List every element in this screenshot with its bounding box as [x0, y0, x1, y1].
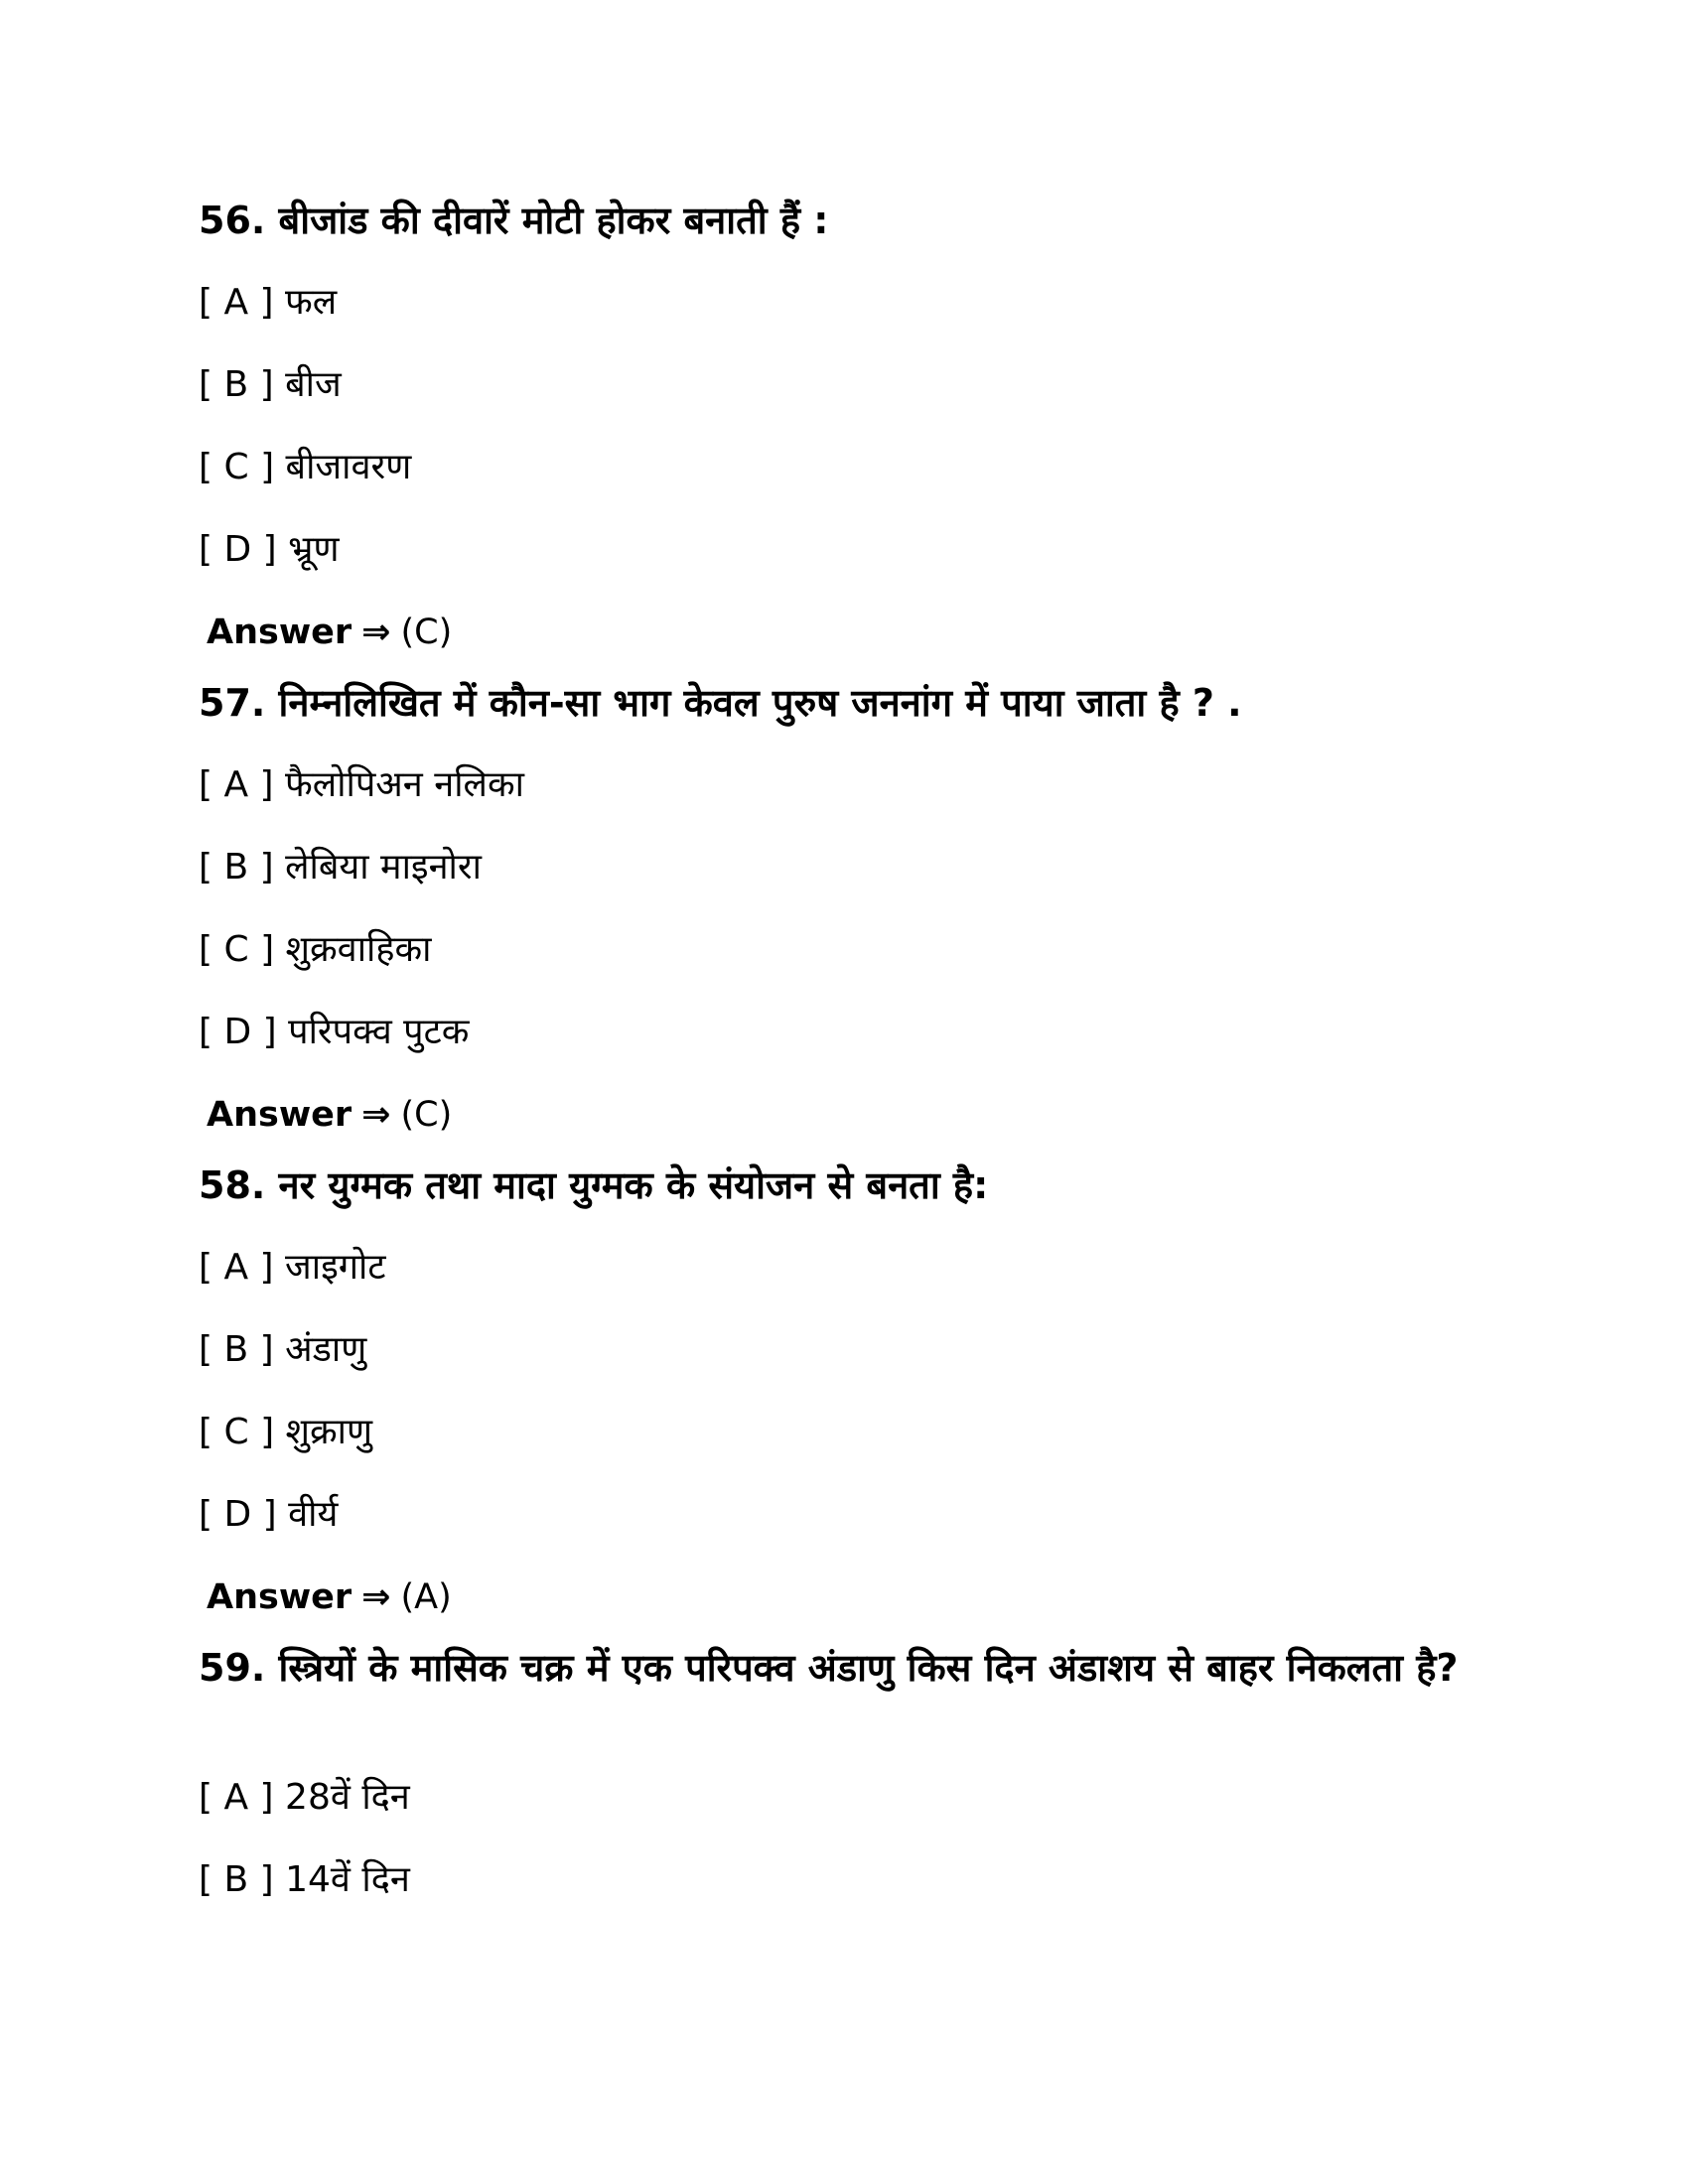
q57-option-b: [ B ] लेबिया माइनोरा	[199, 847, 482, 887]
question-58: 58. नर युग्मक तथा मादा युग्मक के संयोजन से बनता है:	[199, 1163, 989, 1207]
q57-option-d: [ D ] परिपक्व पुटक	[199, 1012, 470, 1052]
answer-value: (C)	[400, 613, 453, 652]
q57-option-c: [ C ] शुक्रवाहिका	[199, 929, 432, 970]
question-59: 59. स्त्रियों के मासिक चक्र में एक परिपक्व अंडाणु किस दिन अंडाशय से बाहर निकलता है?	[199, 1646, 1459, 1690]
answer-value: (A)	[400, 1577, 452, 1617]
q58-option-b: [ B ] अंडाणु	[199, 1329, 367, 1370]
q58-answer	[207, 1572, 452, 1622]
q56-answer	[207, 608, 452, 657]
q56-option-c: [ C ] बीजावरण	[199, 447, 412, 487]
q56-option-a: [ A ] फल	[199, 282, 338, 323]
question-56: 56. बीजांड की दीवारें मोटी होकर बनाती हैं :	[199, 199, 829, 242]
q59-option-b: [ B ] 14वें दिन	[199, 1859, 410, 1900]
q58-option-a: [ A ] जाइगोट	[199, 1247, 386, 1288]
q59-option-a: [ A ] 28वें दिन	[199, 1777, 410, 1818]
answer-label: Answer	[207, 613, 352, 652]
question-57: 57. निम्नलिखित में कौन-सा भाग केवल पुरुष जननांग में पाया जाता है ? .	[199, 681, 1242, 725]
answer-arrow-icon: ⇒	[361, 613, 391, 652]
q56-option-b: [ B ] बीज	[199, 364, 342, 405]
q58-option-c: [ C ] शुक्राणु	[199, 1412, 373, 1452]
answer-arrow-icon: ⇒	[361, 1095, 391, 1135]
q57-option-a: [ A ] फैलोपिअन नलिका	[199, 764, 524, 805]
answer-label: Answer	[207, 1095, 352, 1135]
answer-value: (C)	[400, 1095, 453, 1135]
answer-arrow-icon: ⇒	[361, 1577, 391, 1617]
answer-label: Answer	[207, 1577, 352, 1617]
q58-option-d: [ D ] वीर्य	[199, 1494, 339, 1535]
q57-answer	[207, 1090, 452, 1140]
q56-option-d: [ D ] भ्रूण	[199, 529, 340, 570]
